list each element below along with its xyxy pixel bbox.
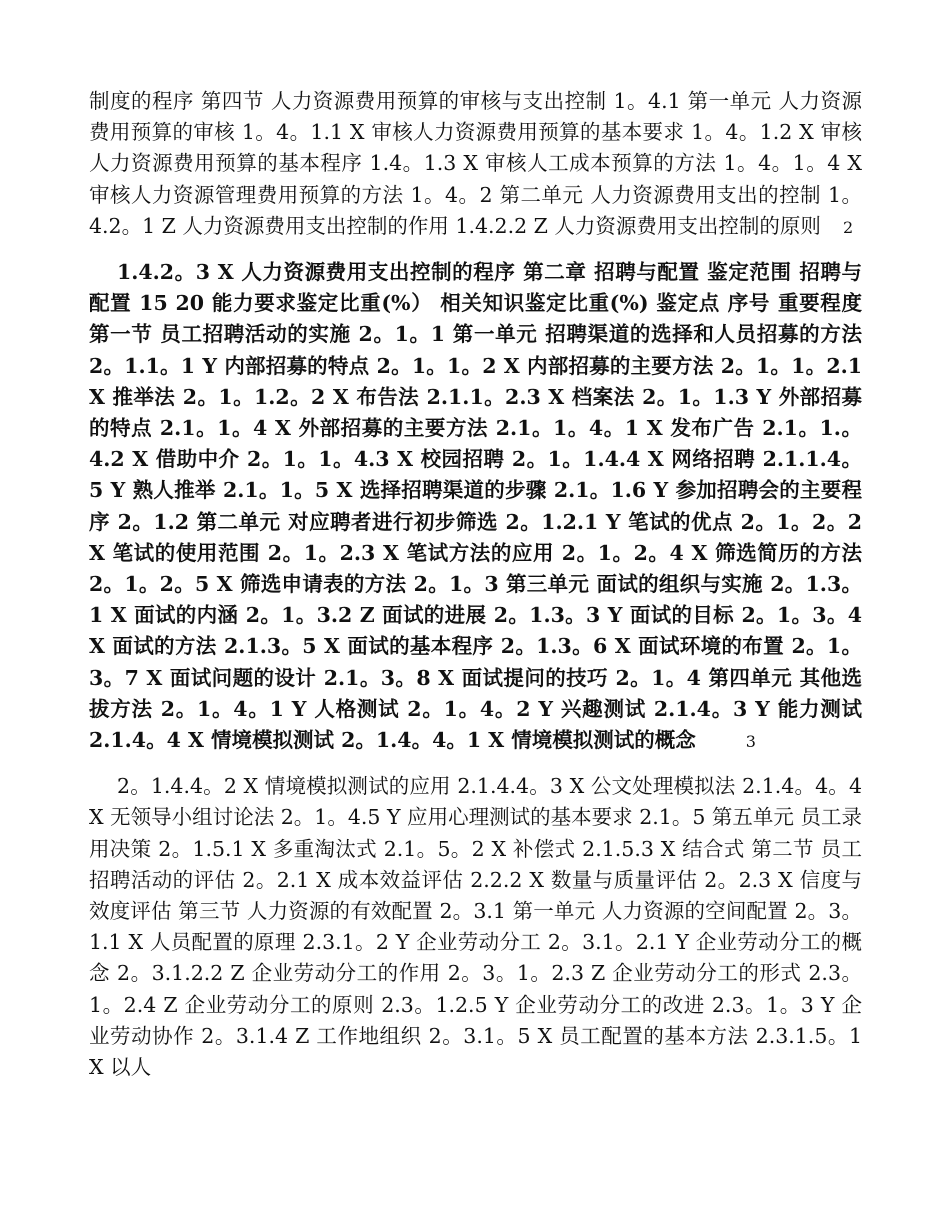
paragraph-1	[89, 86, 862, 243]
paragraph-3	[89, 771, 862, 1083]
page-number-2: 2	[842, 217, 854, 237]
paragraph-2	[89, 257, 862, 757]
paragraph-3-text: 2。1.4.4。2 X 情境模拟测试的应用 2.1.4.4。3 X 公文处理模拟法 2.1.4。4。4 X 无领导小组讨论法 2。1。4.5 Y 应用心理测试的基本要求 2.1。5 第五单元 员工录用决策 2。1.5.1 X 多重淘汰式 2.1。5。2 X 补偿式 2.1.5.3 X 结合式 第二节 员工招聘活动的评估 2。2.1 X 成本效益评估 2.2.2 X 数量与质量评估 2。2.3 X 信度与效度评估 第三节 人力资源的有效配置 2。3.1 第一单元 人力资源的空间配置 2。3。1.1 X 人员配置的原理 2.3.1。2 Y 企业劳动分工 2。3.1。2.1 Y 企业劳动分工的概念 2。3.1.2.2 Z 企业劳动分工的作用 2。3。1。2.3 Z 企业劳动分工的形式 2.3。1。2.4 Z 企业劳动分工的原则 2.3。1.2.5 Y 企业劳动分工的改进 2.3。1。3 Y 企业劳动协作 2。3.1.4 Z 工作地组织 2。3.1。5 X 员工配置的基本方法 2.3.1.5。1 X 以人	[89, 774, 862, 1080]
page-number-3: 3	[745, 732, 756, 752]
paragraph-2-text: 1.4.2。3 X 人力资源费用支出控制的程序 第二章 招聘与配置 鉴定范围 招聘与配置 15 20 能力要求鉴定比重(%） 相关知识鉴定比重(%) 鉴定点 序号 重要程度 第一节 员工招聘活动的实施 2。1。1 第一单元 招聘渠道的选择和人员招募的方法 2。1.1。1 Y 内部招募的特点 2。1。1。2 X 内部招募的主要方法 2。1。1。2.1 X 推举法 2。1。1.2。2 X 布告法 2.1.1。2.3 X 档案法 2。1。1.3 Y 外部招募的特点 2.1。1。4 X 外部招募的主要方法 2.1。1。4。1 X 发布广告 2.1。1.。4.2 X 借助中介 2。1。1。4.3 X 校园招聘 2。1。1.4.4 X 网络招聘 2.1.1.4。5 Y 熟人推举 2.1。1。5 X 选择招聘渠道的步骤 2.1。1.6 Y 参加招聘会的主要程序 2。1.2 第二单元 对应聘者进行初步筛选 2。1.2.1 Y 笔试的优点 2。1。2。2 X 笔试的使用范围 2。1。2.3 X 笔试方法的应用 2。1。2。4 X 筛选简历的方法 2。1。2。5 X 筛选申请表的方法 2。1。3 第三单元 面试的组织与实施 2。1.3。1 X 面试的内涵 2。1。3.2 Z 面试的进展 2。1.3。3 Y 面试的目标 2。1。3。4 X 面试的方法 2.1.3。5 X 面试的基本程序 2。1.3。6 X 面试环境的布置 2。1。3。7 X 面试问题的设计 2.1。3。8 X 面试提问的技巧 2。1。4 第四单元 其他选拔方法 2。1。4。1 Y 人格测试 2。1。4。2 Y 兴趣测试 2.1.4。3 Y 能力测试 2.1.4。4 X 情境模拟测试 2。1.4。4。1 X 情境模拟测试的概念	[89, 260, 862, 753]
paragraph-1-text: 制度的程序 第四节 人力资源费用预算的审核与支出控制 1。4.1 第一单元 人力资源费用预算的审核 1。4。1.1 X 审核人力资源费用预算的基本要求 1。4。1.2 X 审核人力资源费用预算的基本程序 1.4。1.3 X 审核人工成本预算的方法 1。4。1。4 X 审核人力资源管理费用预算的方法 1。4。2 第二单元 人力资源费用支出的控制 1。4.2。1 Z 人力资源费用支出控制的作用 1.4.2.2 Z 人力资源费用支出控制的原则	[89, 89, 862, 238]
